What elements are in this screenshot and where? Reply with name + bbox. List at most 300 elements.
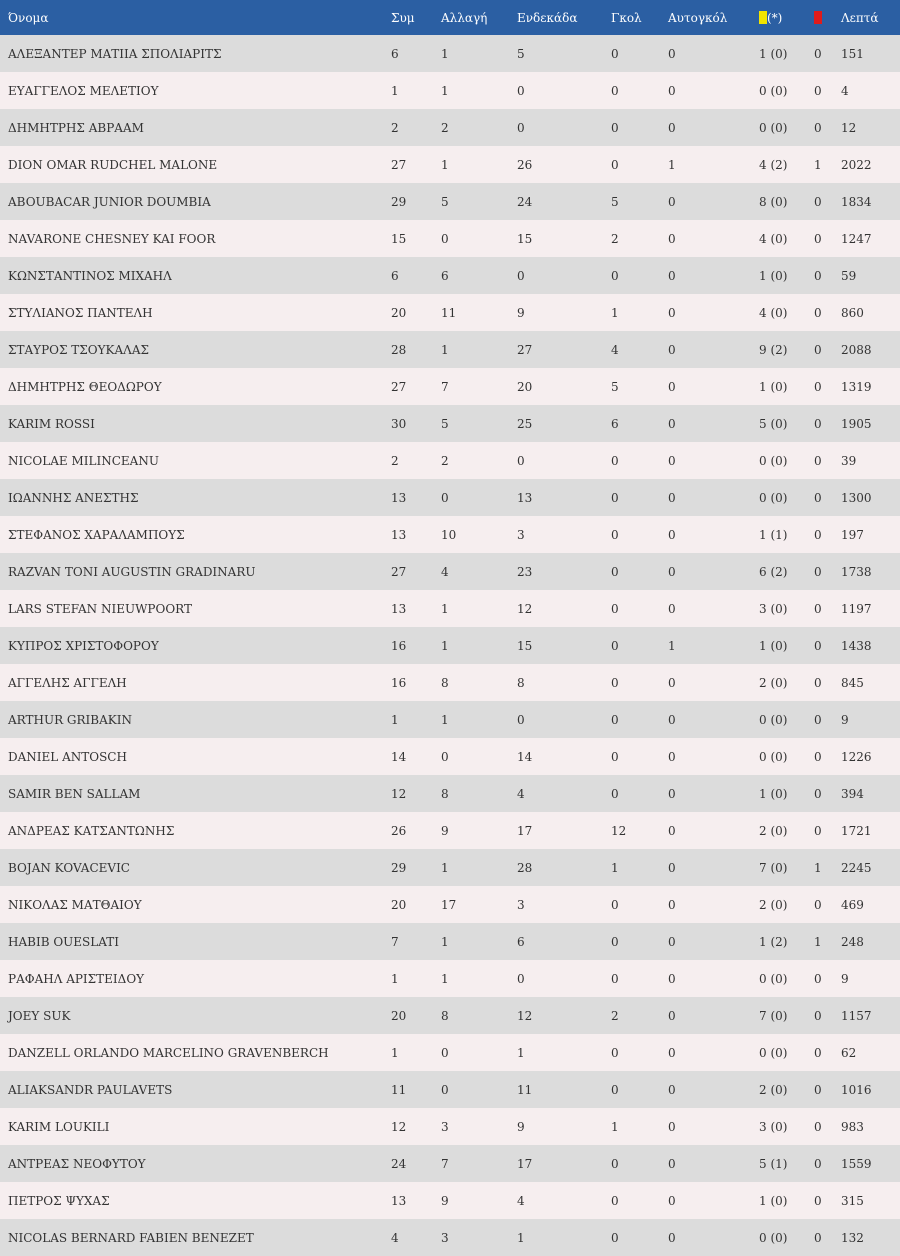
table-row [0, 109, 900, 146]
goals-cell: 0 [611, 453, 619, 468]
substitutions-cell: 5 [441, 194, 449, 209]
yellow-cards-cell: 3 (0) [759, 601, 788, 616]
player-name-cell[interactable]: ΑΓΓΕΛΗΣ ΑΓΓΕΛΗ [8, 675, 127, 690]
col-name-header[interactable]: Όνομα [8, 10, 49, 25]
player-name-cell[interactable]: RAZVAN TONI AUGUSTIN GRADINARU [8, 564, 256, 579]
header-row [0, 0, 900, 35]
own-goals-cell: 0 [668, 564, 676, 579]
player-name-cell[interactable]: HABIB OUESLATI [8, 934, 119, 949]
goals-cell: 0 [611, 897, 619, 912]
substitutions-cell: 1 [441, 860, 449, 875]
red-cards-cell: 0 [814, 601, 822, 616]
appearances-cell: 13 [391, 601, 407, 616]
minutes-cell: 248 [841, 934, 864, 949]
red-cards-cell: 1 [814, 860, 822, 875]
own-goals-cell: 0 [668, 1193, 676, 1208]
yellow-cards-cell: 0 (0) [759, 83, 788, 98]
substitutions-cell: 11 [441, 305, 457, 320]
own-goals-cell: 0 [668, 342, 676, 357]
col-yellow-header[interactable] [759, 0, 814, 35]
table-row [0, 997, 900, 1034]
player-name-cell[interactable]: ABOUBACAR JUNIOR DOUMBIA [8, 194, 211, 209]
substitutions-cell: 1 [441, 971, 449, 986]
yellow-header-suffix: (*) [767, 10, 783, 25]
own-goals-cell: 0 [668, 83, 676, 98]
goals-cell: 0 [611, 268, 619, 283]
substitutions-cell: 3 [441, 1230, 449, 1245]
yellow-cards-cell: 0 (0) [759, 120, 788, 135]
yellow-cards-cell: 4 (0) [759, 231, 788, 246]
player-name-cell[interactable]: ΚΩΝΣΤΑΝΤΙΝΟΣ ΜΙΧΑΗΛ [8, 268, 172, 283]
player-name-cell[interactable]: ΚΥΠΡΟΣ ΧΡΙΣΤΟΦΟΡΟΥ [8, 638, 159, 653]
own-goals-cell: 0 [668, 897, 676, 912]
red-cards-cell: 0 [814, 305, 822, 320]
goals-cell: 2 [611, 1008, 619, 1023]
table-row [0, 886, 900, 923]
starts-cell: 0 [517, 971, 525, 986]
minutes-cell: 2022 [841, 157, 872, 172]
minutes-cell: 2088 [841, 342, 872, 357]
table-row [0, 1071, 900, 1108]
appearances-cell: 1 [391, 712, 399, 727]
minutes-cell: 1721 [841, 823, 872, 838]
red-cards-cell: 0 [814, 1230, 822, 1245]
player-name-cell[interactable]: NAVARONE CHESNEY KAI FOOR [8, 231, 216, 246]
table-row [0, 72, 900, 109]
yellow-cards-cell: 1 (0) [759, 786, 788, 801]
starts-cell: 9 [517, 305, 525, 320]
goals-cell: 6 [611, 416, 619, 431]
player-name-cell[interactable]: BOJAN KOVACEVIC [8, 860, 130, 875]
substitutions-cell: 0 [441, 1082, 449, 1097]
substitutions-cell: 1 [441, 157, 449, 172]
own-goals-cell: 0 [668, 1045, 676, 1060]
starts-cell: 9 [517, 1119, 525, 1134]
substitutions-cell: 5 [441, 416, 449, 431]
table-row [0, 1108, 900, 1145]
red-cards-cell: 0 [814, 231, 822, 246]
yellow-cards-cell: 1 (0) [759, 379, 788, 394]
player-name-cell[interactable]: ΣΤΕΦΑΝΟΣ ΧΑΡΑΛΑΜΠΟΥΣ [8, 527, 185, 542]
yellow-cards-cell: 8 (0) [759, 194, 788, 209]
player-name-cell[interactable]: DANZELL ORLANDO MARCELINO GRAVENBERCH [8, 1045, 329, 1060]
player-name-cell[interactable]: ΠΕΤΡΟΣ ΨΥΧΑΣ [8, 1193, 110, 1208]
table-row [0, 35, 900, 72]
table-row [0, 960, 900, 997]
yellow-cards-cell: 1 (0) [759, 638, 788, 653]
substitutions-cell: 1 [441, 342, 449, 357]
substitutions-cell: 2 [441, 120, 449, 135]
goals-cell: 1 [611, 1119, 619, 1134]
player-name-cell[interactable]: ARTHUR GRIBAKIN [8, 712, 132, 727]
appearances-cell: 26 [391, 823, 407, 838]
yellow-cards-cell: 2 (0) [759, 675, 788, 690]
red-cards-cell: 0 [814, 897, 822, 912]
red-cards-cell: 0 [814, 564, 822, 579]
minutes-cell: 151 [841, 46, 864, 61]
table-row [0, 1145, 900, 1182]
player-name-cell[interactable]: ΑΛΕΞΑΝΤΕΡ ΜΑΤΙΙΑ ΣΠΟΛΙΑΡΙΤΣ [8, 46, 222, 61]
starts-cell: 1 [517, 1045, 525, 1060]
appearances-cell: 16 [391, 675, 407, 690]
yellow-cards-cell: 0 (0) [759, 712, 788, 727]
red-cards-cell: 0 [814, 1082, 822, 1097]
own-goals-cell: 0 [668, 786, 676, 801]
own-goals-cell: 0 [668, 971, 676, 986]
starts-cell: 15 [517, 638, 533, 653]
own-goals-cell: 0 [668, 601, 676, 616]
goals-cell: 1 [611, 860, 619, 875]
goals-cell: 0 [611, 1156, 619, 1171]
col-own-goals-header[interactable]: Αυτογκόλ [668, 10, 728, 25]
minutes-cell: 1905 [841, 416, 872, 431]
goals-cell: 0 [611, 1082, 619, 1097]
table-body [0, 35, 900, 1256]
minutes-cell: 1157 [841, 1008, 872, 1023]
minutes-cell: 1738 [841, 564, 872, 579]
appearances-cell: 27 [391, 379, 407, 394]
red-cards-cell: 0 [814, 194, 822, 209]
appearances-cell: 13 [391, 527, 407, 542]
table-row [0, 368, 900, 405]
substitutions-cell: 8 [441, 675, 449, 690]
goals-cell: 0 [611, 749, 619, 764]
substitutions-cell: 8 [441, 1008, 449, 1023]
starts-cell: 15 [517, 231, 533, 246]
appearances-cell: 16 [391, 638, 407, 653]
red-cards-cell: 0 [814, 490, 822, 505]
goals-cell: 5 [611, 194, 619, 209]
player-name-cell[interactable]: DANIEL ANTOSCH [8, 749, 127, 764]
table-row [0, 183, 900, 220]
red-cards-cell: 0 [814, 1156, 822, 1171]
red-cards-cell: 1 [814, 157, 822, 172]
substitutions-cell: 7 [441, 379, 449, 394]
col-matches-header[interactable]: Συμ [391, 10, 415, 25]
substitutions-cell: 1 [441, 934, 449, 949]
substitutions-cell: 1 [441, 712, 449, 727]
substitutions-cell: 8 [441, 786, 449, 801]
yellow-cards-cell: 7 (0) [759, 860, 788, 875]
minutes-cell: 9 [841, 712, 849, 727]
yellow-cards-cell: 4 (0) [759, 305, 788, 320]
yellow-cards-cell: 0 (0) [759, 1045, 788, 1060]
own-goals-cell: 0 [668, 305, 676, 320]
own-goals-cell: 0 [668, 194, 676, 209]
minutes-cell: 1300 [841, 490, 872, 505]
starts-cell: 20 [517, 379, 533, 394]
player-name-cell[interactable]: KARIM ROSSI [8, 416, 95, 431]
starts-cell: 14 [517, 749, 533, 764]
appearances-cell: 20 [391, 897, 407, 912]
table-row [0, 1182, 900, 1219]
yellow-cards-cell: 0 (0) [759, 1230, 788, 1245]
table-row [0, 627, 900, 664]
appearances-cell: 27 [391, 157, 407, 172]
appearances-cell: 30 [391, 416, 407, 431]
goals-cell: 0 [611, 120, 619, 135]
table-row [0, 849, 900, 886]
starts-cell: 0 [517, 120, 525, 135]
table-row [0, 590, 900, 627]
starts-cell: 4 [517, 1193, 525, 1208]
player-name-cell[interactable]: ΑΝΤΡΕΑΣ ΝΕΟΦΥΤΟΥ [8, 1156, 146, 1171]
red-cards-cell: 0 [814, 971, 822, 986]
substitutions-cell: 1 [441, 601, 449, 616]
substitutions-cell: 0 [441, 490, 449, 505]
minutes-cell: 12 [841, 120, 857, 135]
red-cards-cell: 0 [814, 786, 822, 801]
red-cards-cell: 1 [814, 934, 822, 949]
minutes-cell: 1834 [841, 194, 872, 209]
player-name-cell[interactable]: SAMIR BEN SALLAM [8, 786, 141, 801]
player-name-cell[interactable]: ALIAKSANDR PAULAVETS [8, 1082, 173, 1097]
starts-cell: 5 [517, 46, 525, 61]
appearances-cell: 29 [391, 860, 407, 875]
minutes-cell: 469 [841, 897, 864, 912]
red-cards-cell: 0 [814, 1193, 822, 1208]
starts-cell: 3 [517, 527, 525, 542]
appearances-cell: 29 [391, 194, 407, 209]
appearances-cell: 1 [391, 971, 399, 986]
goals-cell: 0 [611, 786, 619, 801]
own-goals-cell: 0 [668, 268, 676, 283]
own-goals-cell: 1 [668, 638, 676, 653]
yellow-cards-cell: 5 (1) [759, 1156, 788, 1171]
starts-cell: 0 [517, 83, 525, 98]
own-goals-cell: 0 [668, 527, 676, 542]
substitutions-cell: 10 [441, 527, 457, 542]
minutes-cell: 9 [841, 971, 849, 986]
table-row [0, 664, 900, 701]
player-name-cell[interactable]: DION OMAR RUDCHEL MALONE [8, 157, 218, 172]
player-name-cell[interactable]: ΝΙΚΟΛΑΣ ΜΑΤΘΑΙΟΥ [8, 897, 142, 912]
starts-cell: 1 [517, 1230, 525, 1245]
substitutions-cell: 9 [441, 823, 449, 838]
minutes-cell: 4 [841, 83, 849, 98]
red-cards-cell: 0 [814, 268, 822, 283]
col-goals-header[interactable]: Γκολ [611, 10, 642, 25]
yellow-cards-cell: 6 (2) [759, 564, 788, 579]
yellow-cards-cell: 0 (0) [759, 490, 788, 505]
goals-cell: 0 [611, 564, 619, 579]
minutes-cell: 845 [841, 675, 864, 690]
minutes-cell: 39 [841, 453, 857, 468]
starts-cell: 17 [517, 823, 533, 838]
red-cards-cell: 0 [814, 712, 822, 727]
starts-cell: 0 [517, 268, 525, 283]
yellow-cards-cell: 0 (0) [759, 971, 788, 986]
table-row [0, 923, 900, 960]
goals-cell: 0 [611, 1230, 619, 1245]
minutes-cell: 1559 [841, 1156, 872, 1171]
appearances-cell: 4 [391, 1230, 399, 1245]
yellow-cards-cell: 3 (0) [759, 1119, 788, 1134]
player-name-cell[interactable]: ΔΗΜΗΤΡΗΣ ΘΕΟΔΩΡΟΥ [8, 379, 162, 394]
appearances-cell: 28 [391, 342, 407, 357]
appearances-cell: 12 [391, 1119, 407, 1134]
appearances-cell: 14 [391, 749, 407, 764]
yellow-cards-cell: 2 (0) [759, 823, 788, 838]
substitutions-cell: 17 [441, 897, 457, 912]
own-goals-cell: 0 [668, 46, 676, 61]
substitutions-cell: 6 [441, 268, 449, 283]
goals-cell: 4 [611, 342, 619, 357]
player-name-cell[interactable]: ΔΗΜΗΤΡΗΣ ΑΒΡΑΑΜ [8, 120, 144, 135]
goals-cell: 0 [611, 712, 619, 727]
red-cards-cell: 0 [814, 342, 822, 357]
minutes-cell: 1247 [841, 231, 872, 246]
table-row [0, 146, 900, 183]
player-name-cell[interactable]: ΑΝΔΡΕΑΣ ΚΑΤΣΑΝΤΩΝΗΣ [8, 823, 175, 838]
yellow-cards-cell: 1 (0) [759, 46, 788, 61]
red-card-icon [814, 11, 822, 24]
own-goals-cell: 0 [668, 712, 676, 727]
goals-cell: 0 [611, 46, 619, 61]
own-goals-cell: 0 [668, 934, 676, 949]
table-row [0, 516, 900, 553]
appearances-cell: 15 [391, 231, 407, 246]
player-name-cell[interactable]: ΙΩΑΝΝΗΣ ΑΝΕΣΤΗΣ [8, 490, 139, 505]
substitutions-cell: 1 [441, 638, 449, 653]
col-starts-header[interactable]: Ενδεκάδα [517, 10, 578, 25]
starts-cell: 3 [517, 897, 525, 912]
yellow-cards-cell: 4 (2) [759, 157, 788, 172]
goals-cell: 5 [611, 379, 619, 394]
minutes-cell: 860 [841, 305, 864, 320]
red-cards-cell: 0 [814, 416, 822, 431]
appearances-cell: 13 [391, 490, 407, 505]
own-goals-cell: 0 [668, 120, 676, 135]
red-cards-cell: 0 [814, 527, 822, 542]
appearances-cell: 7 [391, 934, 399, 949]
table-row [0, 775, 900, 812]
red-cards-cell: 0 [814, 1119, 822, 1134]
appearances-cell: 2 [391, 120, 399, 135]
minutes-cell: 315 [841, 1193, 864, 1208]
own-goals-cell: 0 [668, 490, 676, 505]
minutes-cell: 1319 [841, 379, 872, 394]
own-goals-cell: 0 [668, 379, 676, 394]
minutes-cell: 59 [841, 268, 857, 283]
minutes-cell: 1438 [841, 638, 872, 653]
minutes-cell: 197 [841, 527, 864, 542]
own-goals-cell: 0 [668, 675, 676, 690]
col-minutes-header[interactable]: Λεπτά [841, 10, 879, 25]
yellow-cards-cell: 1 (2) [759, 934, 788, 949]
appearances-cell: 24 [391, 1156, 407, 1171]
own-goals-cell: 0 [668, 1008, 676, 1023]
own-goals-cell: 0 [668, 416, 676, 431]
player-name-cell[interactable]: ΣΤΑΥΡΟΣ ΤΣΟΥΚΑΛΑΣ [8, 342, 149, 357]
starts-cell: 24 [517, 194, 533, 209]
starts-cell: 0 [517, 712, 525, 727]
substitutions-cell: 0 [441, 1045, 449, 1060]
player-name-cell[interactable]: KARIM LOUKILI [8, 1119, 110, 1134]
red-cards-cell: 0 [814, 675, 822, 690]
goals-cell: 0 [611, 971, 619, 986]
goals-cell: 0 [611, 601, 619, 616]
minutes-cell: 394 [841, 786, 864, 801]
red-cards-cell: 0 [814, 749, 822, 764]
goals-cell: 2 [611, 231, 619, 246]
yellow-cards-cell: 1 (0) [759, 1193, 788, 1208]
yellow-cards-cell: 2 (0) [759, 1082, 788, 1097]
yellow-cards-cell: 5 (0) [759, 416, 788, 431]
player-name-cell[interactable]: LARS STEFAN NIEUWPOORT [8, 601, 192, 616]
starts-cell: 26 [517, 157, 533, 172]
starts-cell: 12 [517, 601, 533, 616]
table-row [0, 257, 900, 294]
table-row [0, 331, 900, 368]
table-row [0, 553, 900, 590]
goals-cell: 0 [611, 1193, 619, 1208]
substitutions-cell: 7 [441, 1156, 449, 1171]
goals-cell: 0 [611, 157, 619, 172]
starts-cell: 12 [517, 1008, 533, 1023]
goals-cell: 0 [611, 638, 619, 653]
red-cards-cell: 0 [814, 1008, 822, 1023]
minutes-cell: 1226 [841, 749, 872, 764]
starts-cell: 6 [517, 934, 525, 949]
player-name-cell[interactable]: ΣΤΥΛΙΑΝΟΣ ΠΑΝΤΕΛΗ [8, 305, 153, 320]
col-subs-header[interactable]: Αλλαγή [441, 10, 488, 25]
starts-cell: 13 [517, 490, 533, 505]
red-cards-cell: 0 [814, 83, 822, 98]
appearances-cell: 2 [391, 453, 399, 468]
starts-cell: 8 [517, 675, 525, 690]
red-cards-cell: 0 [814, 379, 822, 394]
table-row [0, 701, 900, 738]
starts-cell: 23 [517, 564, 533, 579]
yellow-cards-cell: 7 (0) [759, 1008, 788, 1023]
substitutions-cell: 4 [441, 564, 449, 579]
own-goals-cell: 0 [668, 1119, 676, 1134]
minutes-cell: 132 [841, 1230, 864, 1245]
player-name-cell[interactable]: NICOLAE MILINCEANU [8, 453, 159, 468]
player-name-cell[interactable]: JOEY SUK [8, 1008, 71, 1023]
table-row [0, 1219, 900, 1256]
goals-cell: 0 [611, 527, 619, 542]
yellow-cards-cell: 9 (2) [759, 342, 788, 357]
red-cards-cell: 0 [814, 453, 822, 468]
goals-cell: 0 [611, 934, 619, 949]
table-row [0, 1034, 900, 1071]
own-goals-cell: 1 [668, 157, 676, 172]
minutes-cell: 983 [841, 1119, 864, 1134]
starts-cell: 17 [517, 1156, 533, 1171]
appearances-cell: 20 [391, 305, 407, 320]
own-goals-cell: 0 [668, 749, 676, 764]
substitutions-cell: 1 [441, 46, 449, 61]
player-name-cell[interactable]: ΕΥΑΓΓΕΛΟΣ ΜΕΛΕΤΙΟΥ [8, 83, 159, 98]
table-row [0, 442, 900, 479]
yellow-cards-cell: 2 (0) [759, 897, 788, 912]
player-name-cell[interactable]: NICOLAS BERNARD FABIEN BENEZET [8, 1230, 254, 1245]
starts-cell: 27 [517, 342, 533, 357]
col-red-header[interactable] [814, 0, 841, 35]
red-cards-cell: 0 [814, 823, 822, 838]
appearances-cell: 13 [391, 1193, 407, 1208]
table-row [0, 294, 900, 331]
substitutions-cell: 0 [441, 231, 449, 246]
own-goals-cell: 0 [668, 231, 676, 246]
appearances-cell: 12 [391, 786, 407, 801]
goals-cell: 1 [611, 305, 619, 320]
player-name-cell[interactable]: ΡΑΦΑΗΛ ΑΡΙΣΤΕΙΔΟΥ [8, 971, 145, 986]
own-goals-cell: 0 [668, 1230, 676, 1245]
red-cards-cell: 0 [814, 120, 822, 135]
